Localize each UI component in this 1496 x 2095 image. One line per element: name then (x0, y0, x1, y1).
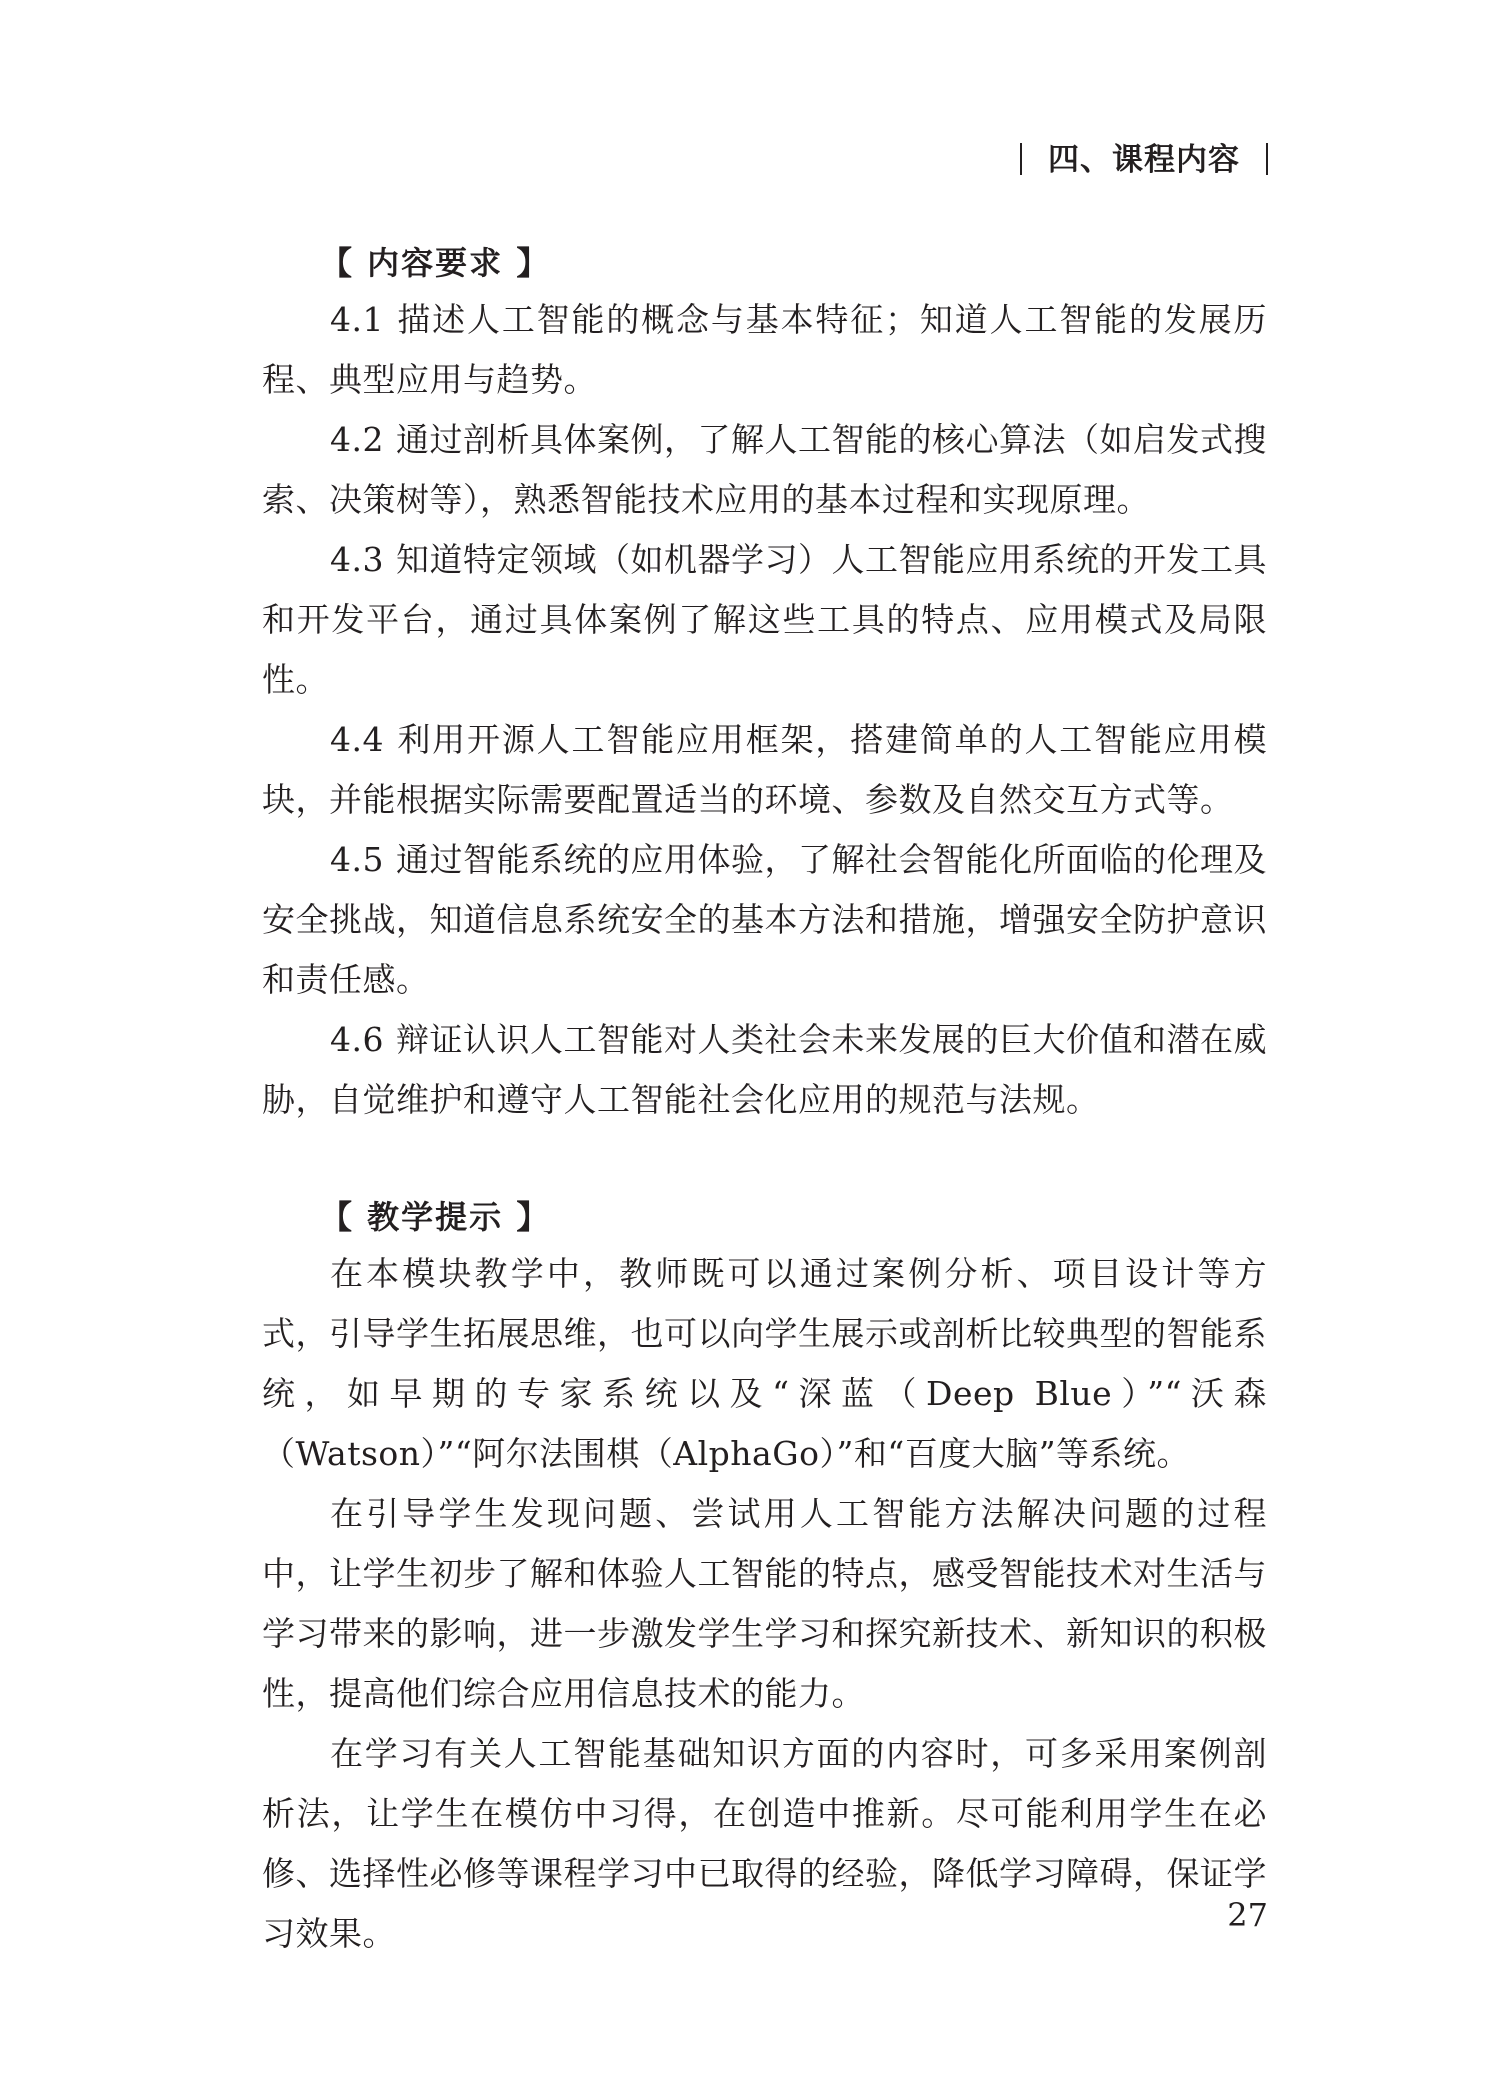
chapter-title: 四、课程内容 (1048, 142, 1240, 178)
requirement-text: 辩证认识人工智能对人类社会未来发展的巨大价值和潜在威胁，自觉维护和遵守人工智能社会化应用的规范与法规。 (262, 1020, 1267, 1119)
teaching-paragraph: 在引导学生发现问题、尝试用人工智能方法解决问题的过程中，让学生初步了解和体验人工智能的特点，感受智能技术对生活与学习带来的影响，进一步激发学生学习和探究新技术、新知识的积极性，提高他们综合应用信息技术的能力。 (262, 1494, 1267, 1713)
page-number: 27 (1227, 1896, 1268, 1934)
content-requirements-heading: 【 内容要求 】 (320, 244, 551, 282)
requirement-number: 4.3 (330, 540, 384, 579)
teaching-tips-heading-text: 教学提示 (367, 1198, 504, 1236)
header-divider-right (1266, 143, 1268, 175)
requirement-item (262, 1010, 1267, 1130)
requirement-text: 利用开源人工智能应用框架，搭建简单的人工智能应用模块，并能根据实际需要配置适当的环境、参数及自然交互方式等。 (262, 720, 1267, 819)
teaching-tips-heading: 【 教学提示 】 (320, 1198, 551, 1236)
teaching-paragraph: 在学习有关人工智能基础知识方面的内容时，可多采用案例剖析法，让学生在模仿中习得，在创造中推新。尽可能利用学生在必修、选择性必修等课程学习中已取得的经验，降低学习障碍，保证学习效果。 (262, 1734, 1267, 1953)
requirement-text: 知道特定领域（如机器学习）人工智能应用系统的开发工具和开发平台，通过具体案例了解这些工具的特点、应用模式及局限性。 (262, 540, 1267, 699)
requirement-item (262, 710, 1267, 830)
teaching-tips-body (262, 1244, 1267, 1964)
requirement-text: 通过剖析具体案例，了解人工智能的核心算法（如启发式搜索、决策树等），熟悉智能技术应用的基本过程和实现原理。 (262, 420, 1267, 519)
requirement-item (262, 290, 1267, 410)
running-header (1020, 138, 1268, 182)
requirement-number: 4.6 (330, 1020, 384, 1059)
requirement-text: 通过智能系统的应用体验，了解社会智能化所面临的伦理及安全挑战，知道信息系统安全的基本方法和措施，增强安全防护意识和责任感。 (262, 840, 1267, 999)
page-body (262, 236, 1267, 1964)
requirement-number: 4.4 (330, 720, 384, 759)
content-requirements-heading-text: 内容要求 (367, 244, 504, 282)
requirement-text: 描述人工智能的概念与基本特征；知道人工智能的发展历程、典型应用与趋势。 (262, 300, 1267, 399)
requirement-number: 4.1 (330, 300, 384, 339)
requirement-number: 4.2 (330, 420, 384, 459)
requirement-item (262, 530, 1267, 710)
requirement-number: 4.5 (330, 840, 384, 879)
requirements-list (262, 290, 1267, 1130)
section-spacer (262, 1130, 1267, 1190)
teaching-paragraph: 在本模块教学中，教师既可以通过案例分析、项目设计等方式，引导学生拓展思维，也可以向学生展示或剖析比较典型的智能系统，如早期的专家系统以及“深蓝（Deep Blue）”“沃森（Watson）”“阿尔法围棋（AlphaGo）”和“百度大脑”等系统。 (262, 1254, 1267, 1473)
header-divider-left (1020, 143, 1022, 175)
requirement-item (262, 410, 1267, 530)
requirement-item (262, 830, 1267, 1010)
